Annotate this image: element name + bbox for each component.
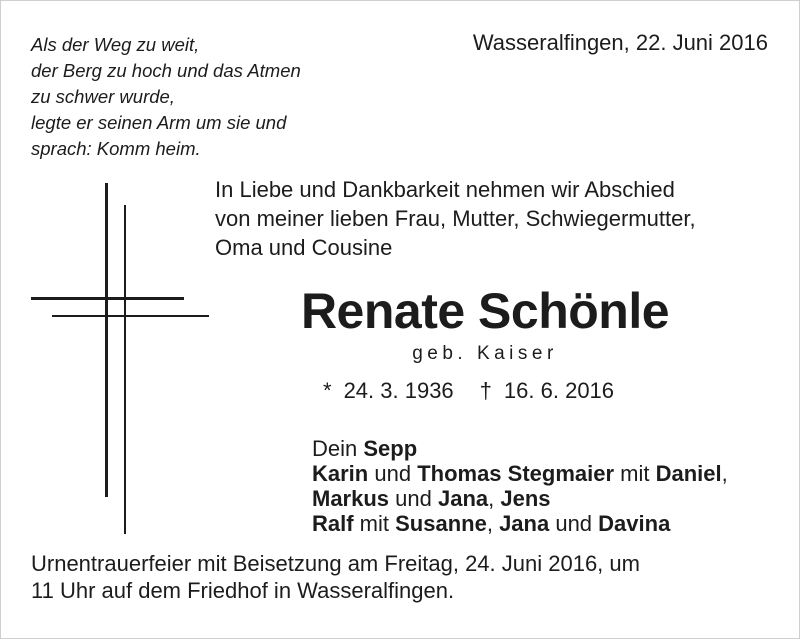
mourner-name: Daniel — [655, 461, 722, 486]
text: mit — [614, 461, 656, 486]
funeral-details — [31, 550, 791, 604]
maiden-name: geb. Kaiser — [412, 343, 558, 364]
intro-line: In Liebe und Dankbarkeit nehmen wir Abschied — [215, 177, 675, 202]
text: mit — [353, 511, 396, 536]
cross-horizontal-bar-2 — [52, 315, 209, 317]
mourner-name: Jens — [500, 486, 551, 511]
text: Dein — [312, 436, 364, 461]
birth-symbol: * — [323, 378, 332, 403]
text: und — [368, 461, 418, 486]
mourners-line — [312, 436, 792, 461]
poem-line: zu schwer wurde, — [31, 86, 175, 107]
mourner-name: Jana — [499, 511, 550, 536]
death-date: 16. 6. 2016 — [503, 378, 615, 403]
ceremony-line: Urnentrauerfeier mit Beisetzung am Freitag, 24. Juni 2016, um — [31, 551, 640, 576]
mourner-name: Davina — [598, 511, 671, 536]
poem-line: der Berg zu hoch und das Atmen — [31, 60, 301, 81]
text: und — [549, 511, 599, 536]
mourner-name: Karin — [312, 461, 369, 486]
death-symbol: † — [479, 378, 492, 403]
poem-line: legte er seinen Arm um sie und — [31, 112, 287, 133]
birth-date: 24. 3. 1936 — [343, 378, 454, 403]
mourner-name: Susanne — [395, 511, 487, 536]
mourners-list — [312, 436, 792, 536]
text: , — [488, 486, 501, 511]
life-dates — [323, 378, 614, 404]
cross-vertical-bar-1 — [105, 183, 108, 497]
mourner-name: Jana — [437, 486, 489, 511]
cross-horizontal-bar-1 — [31, 297, 184, 300]
ceremony-line: 11 Uhr auf dem Friedhof in Wasseralfingen. — [31, 578, 455, 603]
cross-vertical-bar-2 — [124, 205, 126, 534]
mourner-name: Ralf — [312, 511, 354, 536]
text: , — [721, 461, 728, 486]
mourner-name: Thomas Stegmaier — [417, 461, 615, 486]
farewell-intro — [215, 175, 775, 262]
mourners-line — [312, 486, 792, 511]
text: und — [389, 486, 438, 511]
deceased-name: Renate Schönle — [300, 283, 670, 339]
place-and-date: Wasseralfingen, 22. Juni 2016 — [472, 30, 768, 55]
poem-line: Als der Weg zu weit, — [31, 34, 200, 55]
mourner-name: Markus — [312, 486, 390, 511]
mourners-line — [312, 461, 792, 486]
text: , — [486, 511, 500, 536]
mourners-line — [312, 511, 792, 536]
poem-verse — [31, 32, 371, 162]
intro-line: Oma und Cousine — [215, 235, 393, 260]
intro-line: von meiner lieben Frau, Mutter, Schwiegermutter, — [215, 206, 696, 231]
mourner-name: Sepp — [363, 436, 418, 461]
poem-line: sprach: Komm heim. — [31, 138, 201, 159]
